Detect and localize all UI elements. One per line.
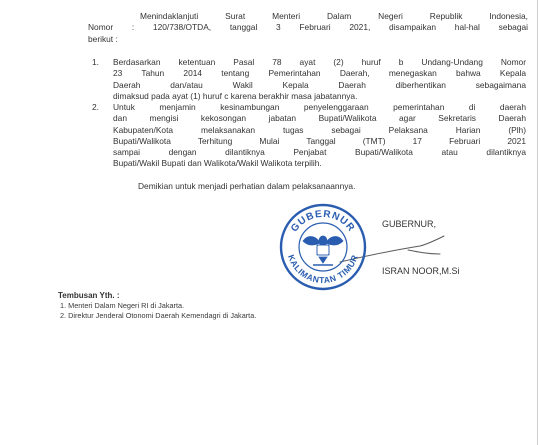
point-2: [92, 102, 526, 170]
signatory-title: GUBERNUR,: [382, 219, 437, 229]
garuda-emblem-icon: [303, 236, 343, 265]
closing-sentence: Demikian untuk menjadi perhatian dalam pelaksanaannya.: [138, 181, 356, 191]
intro-paragraph: [88, 11, 528, 45]
point-line: dimaksud pada ayat (1) huruf c karena berakhir masa jabatannya.: [113, 90, 358, 101]
point-line: Daerah dan/atau Wakil Kepala Daerah diberhentikan sebagaimana: [113, 79, 526, 90]
point-number: 1.: [92, 57, 99, 67]
intro-line: Menindaklanjuti Surat Menteri Dalam Negeri Republik Indonesia,: [140, 11, 528, 21]
intro-line: Nomor : 120/738/OTDA, tanggal 3 Februari 2021, disampaikan hal-hal sebagai: [88, 22, 528, 33]
tembusan-heading: Tembusan Yth. :: [58, 291, 120, 300]
point-line: sampai dengan dilantiknya Penjabat Bupati/Walikota atau dilantiknya: [113, 147, 526, 158]
signatory-name: ISRAN NOOR,M.Si: [382, 266, 460, 276]
stamp-text-top: GUBERNUR: [289, 208, 357, 235]
tembusan-item: 2. Direktur Jenderal Otonomi Daerah Kemendagri di Jakarta.: [60, 311, 257, 320]
point-line: Bupati/Walikota Terhitung Mulai Tanggal (TMT) 17 Februari 2021: [113, 135, 526, 146]
point-line: dan mengisi kekosongan jabatan Bupati/Walikota agar Sekretaris Daerah: [113, 113, 526, 124]
tembusan-item: 1. Menteri Dalam Negeri RI di Jakarta.: [60, 301, 185, 310]
point-1: [92, 57, 526, 102]
point-line: Berdasarkan ketentuan Pasal 78 ayat (2) huruf b Undang-Undang Nomor: [113, 57, 526, 67]
point-line: Kabupaten/Kota melaksanakan tugas sebagai Pelaksana Harian (Plh): [113, 124, 526, 135]
point-number: 2.: [92, 102, 99, 112]
page-edge: [537, 0, 538, 445]
point-line: 23 Tahun 2014 tentang Pemerintahan Daerah, menegaskan bahwa Kepala: [113, 68, 526, 79]
intro-line: berikut :: [88, 33, 118, 44]
official-stamp-seal: [273, 201, 373, 291]
point-line: Untuk menjamin kesinambungan penyelenggaraan pemerintahan di daerah: [113, 102, 526, 112]
stamp-text-bottom: KALIMANTAN TIMUR: [286, 253, 360, 286]
point-line: Bupati/Wakil Bupati dan Walikota/Wakil Walikota terpilih.: [113, 158, 322, 169]
